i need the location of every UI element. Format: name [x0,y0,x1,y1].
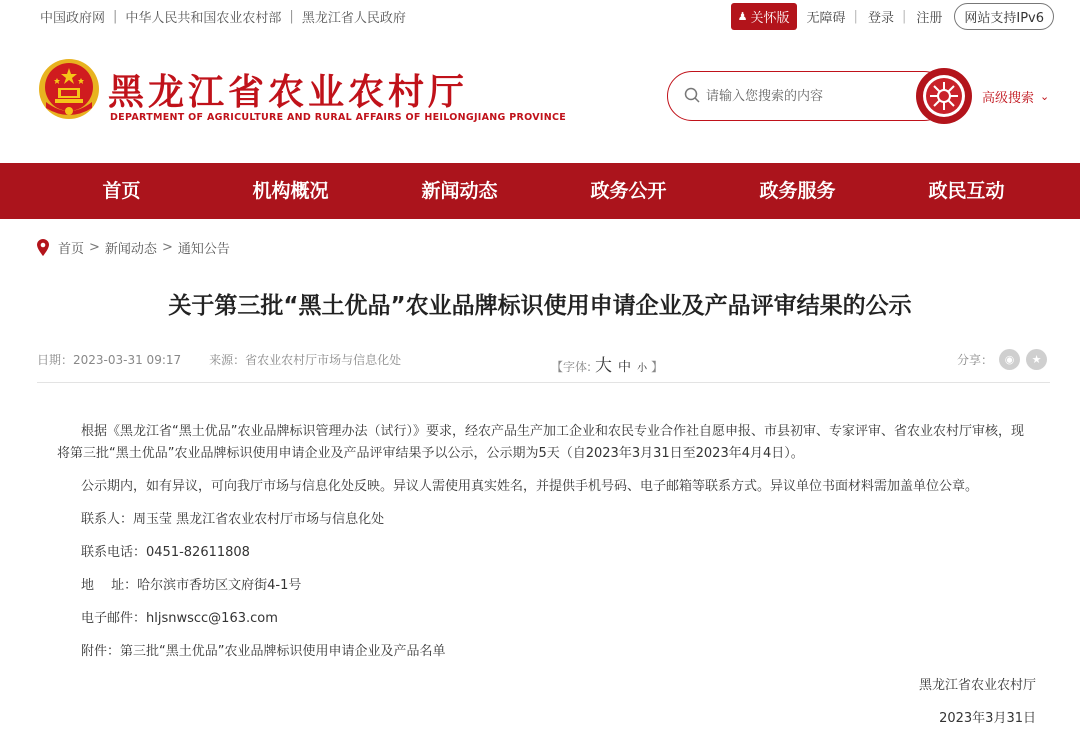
contact-phone: 联系电话：0451-82611808 [81,545,250,560]
attachment-link[interactable]: 附件：第三批“黑土优品”农业品牌标识使用申请企业及产品名单 [81,644,446,659]
divider: | [853,9,858,24]
article-meta [37,351,401,368]
article-source: 来源：省农业农村厅市场与信息化处 [209,353,402,367]
search-button[interactable] [915,67,973,125]
site-title[interactable]: 黑龙江省农业农村厅 [108,71,469,113]
breadcrumb-news[interactable]: 新闻动态 [104,242,157,257]
share-label: 分享： [957,353,994,367]
contact-person: 联系人：周玉莹 黑龙江省农业农村厅市场与信息化处 [81,512,385,527]
location-pin-icon [37,239,49,256]
search-icon [684,87,700,103]
breadcrumb-notices[interactable]: 通知公告 [177,242,230,257]
ipv6-badge: 网站支持IPv6 [954,3,1054,30]
contact-email: 电子邮件：hljsnwscc@163.com [81,611,278,626]
contact-address: 地 址：哈尔滨市香坊区文府街4-1号 [81,578,302,593]
font-medium-button[interactable]: 中 [618,360,632,375]
breadcrumb-separator: > [89,240,100,255]
top-bar [0,0,1080,32]
register-link[interactable]: 注册 [916,11,943,26]
font-size-label: 【字体: [551,360,592,374]
article-title: 关于第三批“黑土优品”农业品牌标识使用申请企业及产品评审结果的公示 [168,293,912,319]
link-moa[interactable]: 中华人民共和国农业农村部 [125,11,282,26]
favorite-share-icon[interactable]: ★ [1026,349,1047,370]
site-subtitle: DEPARTMENT OF AGRICULTURE AND RURAL AFFAIRS OF HEILONGJIANG PROVINCE [110,112,567,123]
article-paragraph: 根据《黑龙江省“黑土优品”农业品牌标识管理办法（试行）》要求，经农产品生产加工企业和农民专业合作社自愿申报、市县初审、专家评审、省农业农村厅审核，现将第三批“黑土优品”农业品牌标识使用申请企业及产品评审结果予以公示，公示期为5天（自2023年3月31日至2023年4月4日）。 [57,424,1024,461]
divider: | [113,9,118,24]
search-input[interactable] [706,86,906,106]
link-central-gov[interactable]: 中国政府网 [40,11,106,26]
font-large-button[interactable]: 大 [595,356,613,376]
care-mode-label: 关怀版 [750,11,790,26]
nav-gov-affairs[interactable]: 政务公开 [590,180,667,202]
nav-organization[interactable]: 机构概况 [252,180,329,202]
nav-gov-services[interactable]: 政务服务 [759,180,836,202]
elder-icon: ♟ [737,10,748,23]
external-links [40,7,406,26]
meta-divider [37,382,1050,383]
nav-home[interactable]: 首页 [102,180,141,202]
share-bar [957,349,1047,370]
font-small-button[interactable]: 小 [637,363,648,374]
national-emblem-icon [38,58,100,120]
top-right-tools [731,3,1054,30]
signature-date: 2023年3月31日 [939,711,1036,726]
weibo-share-icon[interactable]: ◉ [999,349,1020,370]
signature-org: 黑龙江省农业农村厅 [918,678,1036,693]
login-link[interactable]: 登录 [867,11,894,26]
main-nav [0,163,1080,219]
link-hlj-gov[interactable]: 黑龙江省人民政府 [301,11,406,26]
divider: | [289,9,294,24]
breadcrumb-separator: > [161,240,173,255]
nav-news[interactable]: 新闻动态 [421,180,498,202]
font-size-close: 】 [651,360,664,374]
font-size-switcher [551,351,663,376]
advanced-search-label: 高级搜索 [982,91,1035,106]
nav-interaction[interactable]: 政民互动 [928,180,1005,202]
breadcrumb-home[interactable]: 首页 [58,242,85,257]
breadcrumb [37,238,230,257]
advanced-search-link[interactable] [982,87,1049,106]
article-paragraph: 公示期内，如有异议，可向我厅市场与信息化处反映。异议人需使用真实姓名，并提供手机号码、电子邮箱等联系方式。异议单位书面材料需加盖单位公章。 [81,479,979,494]
accessibility-link[interactable]: 无障碍 [806,11,846,26]
care-mode-button[interactable] [731,3,797,30]
chevron-down-icon: ⌄ [1040,90,1050,103]
article-date: 日期：2023-03-31 09:17 [37,353,182,367]
divider: | [901,9,907,24]
